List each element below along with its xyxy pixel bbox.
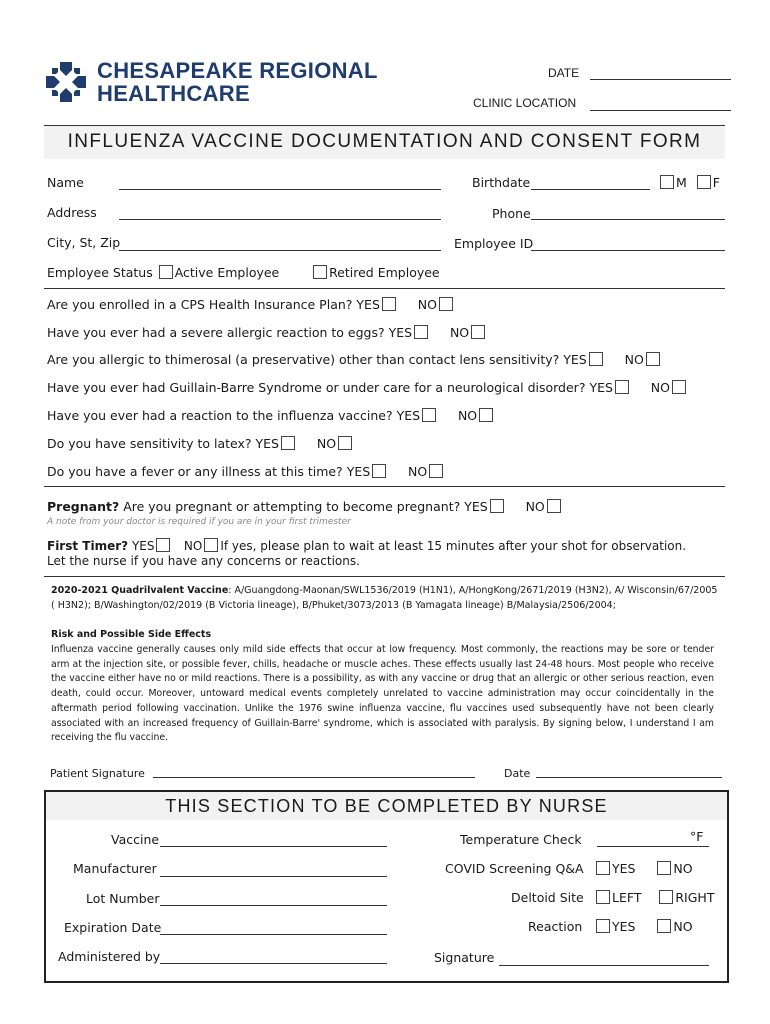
- name-label: Name: [47, 175, 84, 190]
- retired-employee-checkbox[interactable]: [313, 265, 327, 279]
- question-text: Are you allergic to thimerosal (a preservative) other than contact lens sensitivity?: [47, 352, 560, 367]
- no-checkbox[interactable]: [479, 408, 493, 422]
- first-timer-instruction-2: Let the nurse if you have any concerns or reactions.: [47, 554, 360, 568]
- no-label: NO: [650, 380, 670, 395]
- yes-label: YES: [131, 539, 155, 553]
- pregnant-row: [47, 499, 563, 514]
- left-label: LEFT: [612, 890, 642, 905]
- divider: [44, 576, 725, 577]
- question-row: [47, 352, 662, 367]
- covid-no-checkbox[interactable]: [657, 861, 671, 875]
- reaction-options: [594, 919, 693, 934]
- question-text: Do you have sensitivity to latex?: [47, 436, 252, 451]
- first-timer-row: [47, 538, 686, 553]
- question-row: [47, 408, 495, 423]
- pregnant-no-checkbox[interactable]: [547, 499, 561, 513]
- clinic-location-label: CLINIC LOCATION: [473, 96, 577, 110]
- date-input-line[interactable]: [590, 79, 731, 80]
- city-label: City, St, Zip: [47, 235, 121, 250]
- vaccine-strains: : A/Guangdong-Maonan/SWL1536/2019 (H1N1), A/HongKong/2671/2019 (H3N2), A/ Wisconsin/67/2005: [228, 585, 718, 596]
- employee-id-field[interactable]: [531, 250, 725, 251]
- yes-label: YES: [612, 919, 636, 934]
- signature-date-field[interactable]: [536, 777, 722, 778]
- address-field[interactable]: [119, 219, 441, 220]
- yes-checkbox[interactable]: [615, 380, 629, 394]
- female-label: F: [712, 175, 720, 190]
- female-checkbox[interactable]: [697, 175, 711, 189]
- vaccine-label: 2020-2021 Quadrilvalent Vaccine: [51, 585, 229, 596]
- first-timer-no-checkbox[interactable]: [204, 538, 218, 552]
- nurse-signature-label: Signature: [434, 950, 495, 965]
- no-label: NO: [449, 325, 470, 340]
- nurse-section-header: [46, 792, 727, 820]
- vaccine-strains-line2: ( H3N2); B/Washington/02/2019 (B Victoria lineage), B/Phuket/3073/2013 (B Yamagata lineage) B/Malaysia/2506/2004;: [51, 600, 616, 611]
- yes-checkbox[interactable]: [372, 464, 386, 478]
- sex-options: [658, 175, 720, 190]
- address-label: Address: [47, 205, 97, 220]
- signature-date-label: Date: [504, 767, 531, 780]
- birthdate-label: Birthdate: [472, 175, 531, 190]
- pregnant-label: Pregnant?: [47, 499, 120, 514]
- reaction-yes-checkbox[interactable]: [596, 919, 610, 933]
- pregnant-question: Are you pregnant or attempting to become pregnant?: [123, 499, 461, 514]
- no-label: NO: [183, 539, 203, 553]
- no-label: NO: [417, 297, 437, 312]
- nurse-vaccine-label: Vaccine: [111, 832, 160, 847]
- temperature-field[interactable]: [597, 846, 709, 847]
- yes-checkbox[interactable]: [281, 436, 295, 450]
- right-label: RIGHT: [675, 890, 715, 905]
- pregnancy-note: A note from your doctor is required if you are in your first trimester: [47, 517, 351, 527]
- yes-label: YES: [464, 499, 488, 514]
- logo-icon: [44, 60, 88, 104]
- patient-signature-field[interactable]: [153, 777, 475, 778]
- no-label: NO: [525, 499, 545, 514]
- manufacturer-field[interactable]: [160, 876, 387, 877]
- deltoid-site-label: Deltoid Site: [511, 890, 584, 905]
- date-label: DATE: [548, 66, 580, 80]
- phone-label: Phone: [492, 206, 531, 221]
- reaction-no-checkbox[interactable]: [657, 919, 671, 933]
- yes-label: YES: [612, 861, 636, 876]
- expiration-date-label: Expiration Date: [64, 920, 162, 935]
- yes-checkbox[interactable]: [589, 352, 603, 366]
- deltoid-options: [594, 890, 714, 905]
- yes-label: YES: [356, 297, 380, 312]
- no-checkbox[interactable]: [672, 380, 686, 394]
- divider: [44, 288, 725, 289]
- yes-label: YES: [255, 436, 279, 451]
- administered-by-field[interactable]: [160, 963, 387, 964]
- covid-options: [594, 861, 693, 876]
- no-label: NO: [457, 408, 478, 423]
- deltoid-left-checkbox[interactable]: [596, 890, 610, 904]
- no-label: NO: [408, 464, 428, 479]
- question-row: [47, 464, 445, 479]
- no-label: NO: [673, 919, 693, 934]
- vaccine-strains-line1: [51, 585, 717, 596]
- employee-status-row: [47, 265, 440, 280]
- question-text: Do you have a fever or any illness at this time?: [47, 464, 343, 479]
- risk-body: Influenza vaccine generally causes only mild side effects that occur at low frequency. Most commonly, the reactions may be sore or tender arm at the injection site, or possible fever, chills, headache or muscle aches. These effects usually last 24-48 hours. Most people who receive the vaccine either have no or mild reactions. There is a possibility, as with any vaccine or drug that an allergic or other serious reaction, even death, could occur. Moreover, untoward medical events completely unrelated to vaccine administration may occur coincidentally in the aftermath period following vaccination. Unlike the 1976 swine influenza vaccine, flu vaccines used subsequently have not been clearly associated with an increased frequency of Guillain-Barre' syndrome, which is associated with paralysis. By signing below, I understand I am receiving the flu vaccine.: [51, 644, 714, 744]
- nurse-signature-field[interactable]: [499, 965, 709, 966]
- yes-label: YES: [388, 325, 413, 340]
- reaction-label: Reaction: [528, 919, 583, 934]
- no-checkbox[interactable]: [471, 325, 485, 339]
- first-timer-instruction: If yes, please plan to wait at least 15 minutes after your shot for observation.: [220, 539, 687, 553]
- yes-checkbox[interactable]: [414, 325, 428, 339]
- question-text: Have you ever had a reaction to the influenza vaccine?: [47, 408, 393, 423]
- administered-by-label: Administered by: [58, 949, 161, 964]
- active-employee-label: Active Employee: [174, 265, 280, 280]
- active-employee-checkbox[interactable]: [159, 265, 173, 279]
- first-timer-yes-checkbox[interactable]: [156, 538, 170, 552]
- no-label: NO: [316, 436, 337, 451]
- male-checkbox[interactable]: [660, 175, 674, 189]
- no-label: NO: [624, 352, 644, 367]
- yes-label: YES: [589, 380, 613, 395]
- covid-screening-label: COVID Screening Q&A: [445, 861, 584, 876]
- question-text: Have you ever had a severe allergic reaction to eggs?: [47, 325, 385, 340]
- question-row: [47, 297, 455, 312]
- no-checkbox[interactable]: [646, 352, 660, 366]
- first-timer-label: First Timer?: [47, 539, 129, 553]
- organization-logo-text: CHESAPEAKE REGIONAL HEALTHCARE: [97, 58, 378, 106]
- no-checkbox[interactable]: [338, 436, 352, 450]
- employee-status-label: Employee Status: [47, 265, 153, 280]
- yes-label: YES: [563, 352, 587, 367]
- birthdate-field[interactable]: [531, 189, 650, 190]
- male-label: M: [676, 175, 687, 190]
- question-row: [47, 436, 354, 451]
- deltoid-right-checkbox[interactable]: [659, 890, 673, 904]
- yes-checkbox[interactable]: [382, 297, 396, 311]
- form-title: INFLUENZA VACCINE DOCUMENTATION AND CONSENT FORM: [67, 131, 702, 152]
- retired-employee-label: Retired Employee: [329, 265, 440, 280]
- question-text: Have you ever had Guillain-Barre Syndrome or under care for a neurological disorder?: [47, 380, 586, 395]
- no-label: NO: [673, 861, 693, 876]
- lot-number-field[interactable]: [160, 905, 387, 906]
- employee-id-label: Employee ID: [454, 236, 534, 251]
- divider: [44, 486, 725, 487]
- phone-field[interactable]: [531, 219, 725, 220]
- covid-yes-checkbox[interactable]: [596, 861, 610, 875]
- question-text: Are you enrolled in a CPS Health Insurance Plan?: [47, 297, 353, 312]
- patient-signature-label: Patient Signature: [50, 767, 145, 780]
- expiration-date-field[interactable]: [160, 934, 387, 935]
- clinic-location-input-line[interactable]: [590, 110, 731, 111]
- yes-label: YES: [396, 408, 421, 423]
- pregnant-yes-checkbox[interactable]: [490, 499, 504, 513]
- question-row: [47, 325, 487, 340]
- question-row: [47, 380, 688, 395]
- lot-number-label: Lot Number: [86, 891, 160, 906]
- city-field[interactable]: [119, 250, 441, 251]
- no-checkbox[interactable]: [429, 464, 443, 478]
- risk-title: Risk and Possible Side Effects: [51, 629, 212, 640]
- manufacturer-label: Manufacturer: [73, 861, 157, 876]
- yes-label: YES: [346, 464, 371, 479]
- nurse-section-title: THIS SECTION TO BE COMPLETED BY NURSE: [165, 796, 608, 816]
- nurse-vaccine-field[interactable]: [160, 846, 387, 847]
- temperature-label: Temperature Check: [460, 832, 582, 847]
- no-checkbox[interactable]: [439, 297, 453, 311]
- fahrenheit-unit: °F: [690, 829, 704, 844]
- yes-checkbox[interactable]: [422, 408, 436, 422]
- name-field[interactable]: [119, 189, 441, 190]
